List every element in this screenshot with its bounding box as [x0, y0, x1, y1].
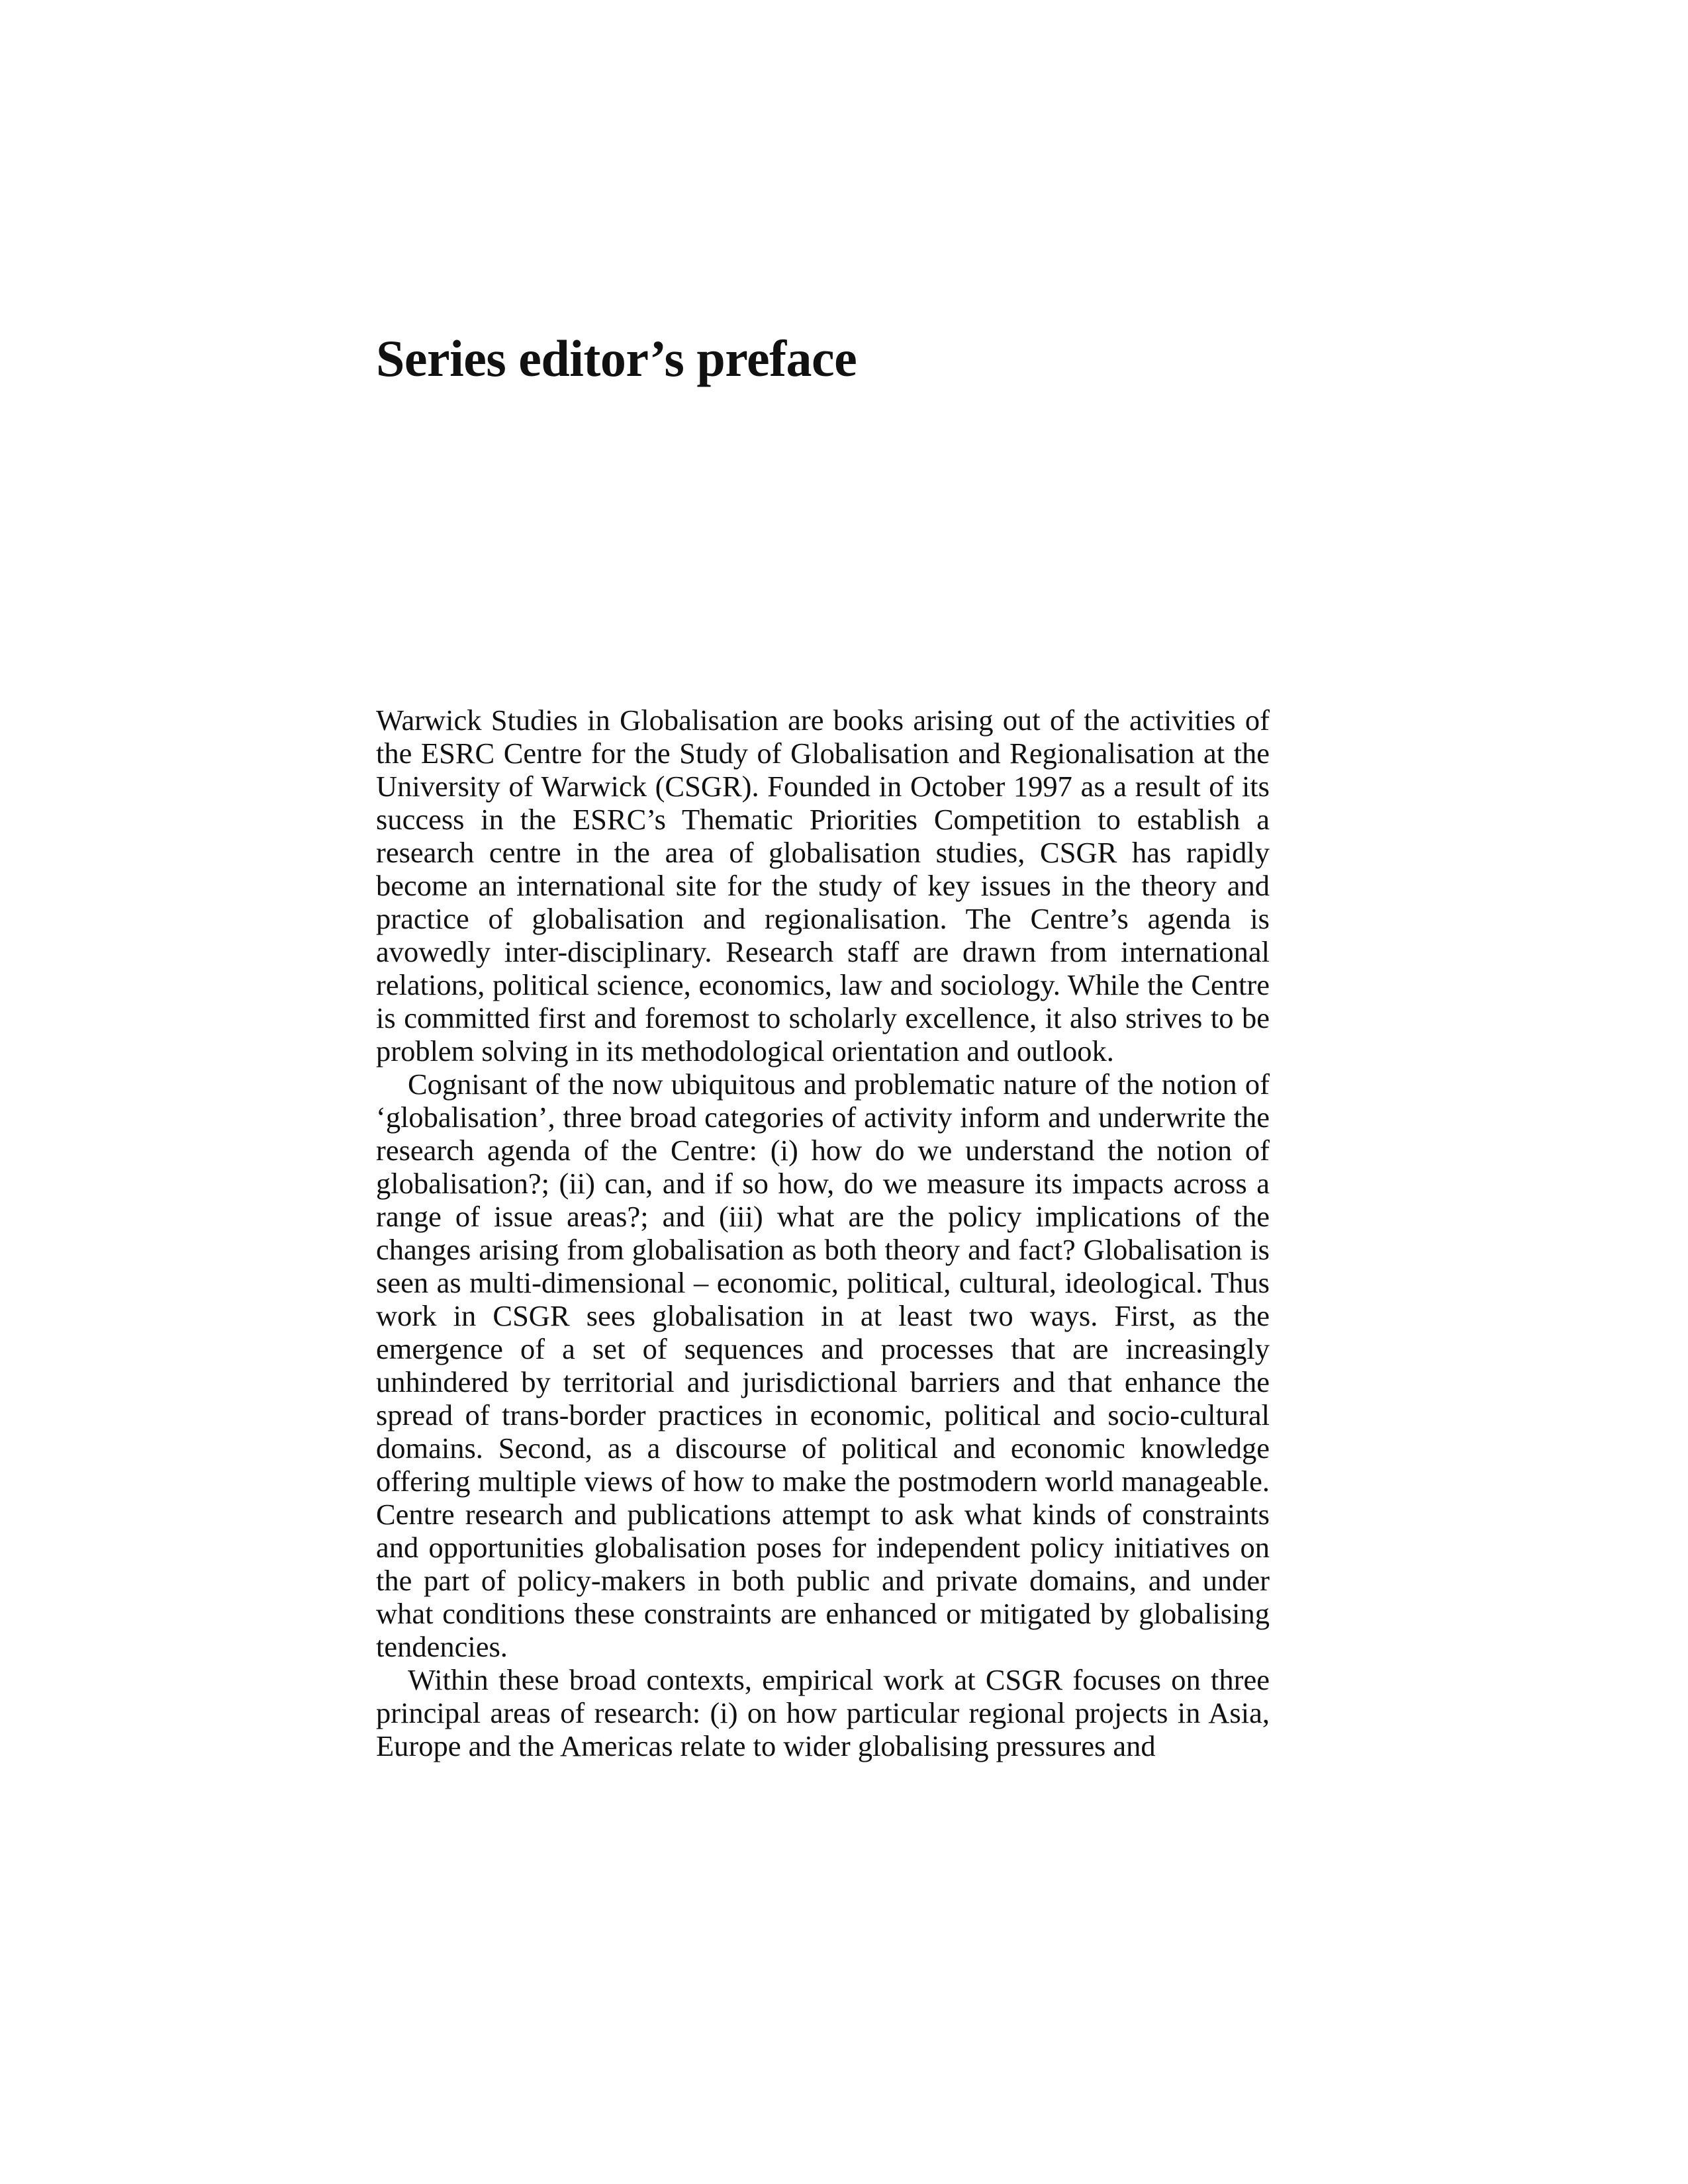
body-text — [376, 704, 1270, 1762]
paragraph-2: Cognisant of the now ubiquitous and problematic nature of the notion of ‘globalisation’, three broad categories of activity inform and underwrite the research agenda of the Centre: (i) how do we understand the notion of globalisation?; (ii) can, and if so how, do we measure its impacts across a range of issue areas?; and (iii) what are the policy implications of the changes arising from globalisation as both theory and fact? Globalisation is seen as multi-dimensional – economic, political, cultural, ideological. Thus work in CSGR sees globalisation in at least two ways. First, as the emergence of a set of sequences and processes that are increasingly unhindered by territorial and jurisdictional barriers and that enhance the spread of trans-border practices in economic, political and socio-cultural domains. Second, as a discourse of political and economic knowledge offering multiple views of how to make the postmodern world manageable. Centre research and publications attempt to ask what kinds of constraints and opportunities globalisation poses for independent policy initiatives on the part of policy-makers in both public and private domains, and under what conditions these constraints are enhanced or mitigated by globalising tendencies. — [376, 1068, 1270, 1663]
page-title: Series editor’s preface — [376, 330, 857, 387]
paragraph-3: Within these broad contexts, empirical work at CSGR focuses on three principal areas of research: (i) on how particular regional projects in Asia, Europe and the Americas relate to wider globalising pressures and — [376, 1663, 1270, 1762]
paragraph-1: Warwick Studies in Globalisation are books arising out of the activities of the ESRC Centre for the Study of Globalisation and Regionalisation at the University of Warwick (CSGR). Founded in October 1997 as a result of its success in the ESRC’s Thematic Priorities Competition to establish a research centre in the area of globalisation studies, CSGR has rapidly become an international site for the study of key issues in the theory and practice of globalisation and regionalisation. The Centre’s agenda is avowedly inter-disciplinary. Research staff are drawn from international relations, political science, economics, law and sociology. While the Centre is committed first and foremost to scholarly excellence, it also strives to be problem solving in its methodological orientation and outlook. — [376, 704, 1270, 1068]
